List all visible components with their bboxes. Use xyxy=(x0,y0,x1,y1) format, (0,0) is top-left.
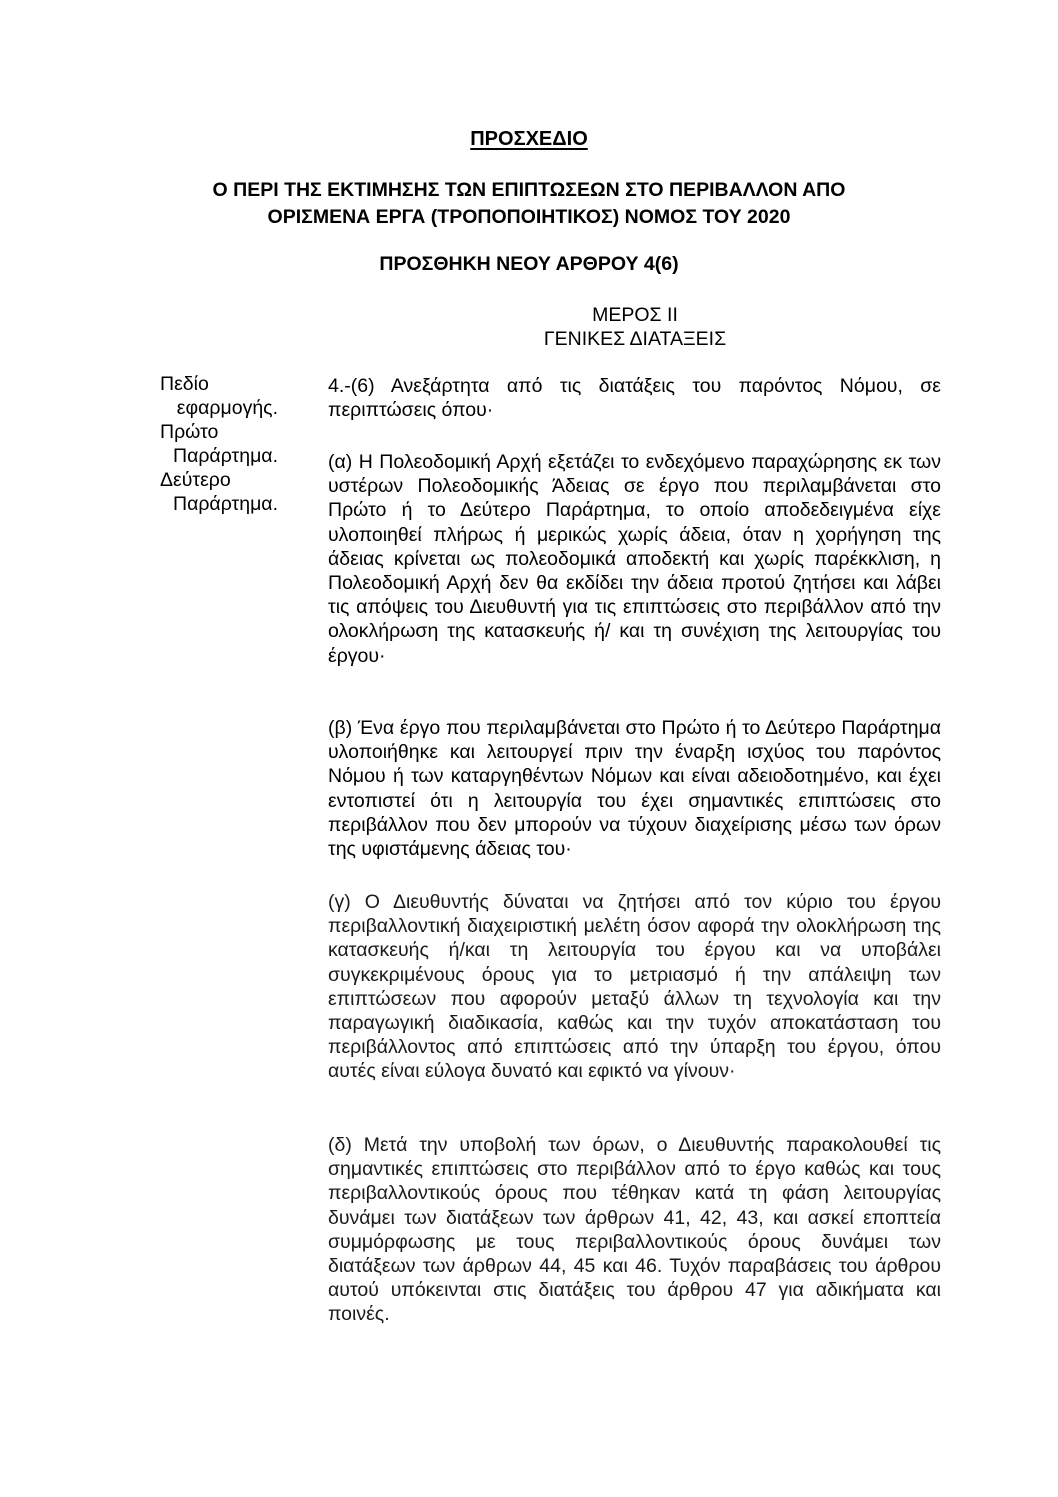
margin-note-second-annex-2: Παράρτημα. xyxy=(172,493,278,515)
paragraph-c: (γ) Ο Διευθυντής δύναται να ζητήσει από τον κύριο του έργου περιβαλλοντική διαχειριστική μελέτη όσον αφορά την ολοκλήρωση της κατασκευής ή/και τη λειτουργία του έργου και να υποβάλει συγκεκριμένους όρους για το μετριασμό ή την απάλειψη των επιπτώσεων που αφορούν μεταξύ άλλων τη τεχνολογία και την παραγωγική διαδικασία, καθώς και την τυχόν αποκατάσταση του περιβάλλοντος από επιπτώσεις από την ύπαρξη του έργου, όπου αυτές είναι εύλογα δυνατό και εφικτό να γίνουν· xyxy=(328,891,941,1083)
paragraph-d: (δ) Μετά την υποβολή των όρων, ο Διευθυντής παρακολουθεί τις σημαντικές επιπτώσεις στο περιβάλλον από το έργο καθώς και τους περιβαλλοντικούς όρους που τέθηκαν κατά τη φάση λειτουργίας δυνάμει των διατάξεων των άρθρων 41, 42, 43, και ασκεί εποπτεία συμμόρφωσης με τους περιβαλλοντικούς όρους δυνάμει των διατάξεων των άρθρων 44, 45 και 46. Τυχόν παραβάσεις του άρθρου αυτού υπόκεινται στις διατάξεις του άρθρου 47 για αδικήματα και ποινές. xyxy=(328,1134,941,1326)
margin-note-second-annex-1: Δεύτερο xyxy=(160,469,231,491)
margin-notes xyxy=(160,372,278,516)
paragraph-a: (α) Η Πολεοδομική Αρχή εξετάζει το ενδεχόμενο παραχώρησης εκ των υστέρων Πολεοδομικής Άδειας σε έργο που περιλαμβάνεται στο Πρώτο ή το Δεύτερο Παράρτημα, το οποίο αποδεδειγμένα είχε υλοποιηθεί πλήρως ή μερικώς χωρίς άδεια, όταν η χορήγηση της άδειας κρίνεται ως πολεοδομικά αποδεκτή και χωρίς παρέκκλιση, η Πολεοδομική Αρχή δεν θα εκδίδει την άδεια προτού ζητήσει και λάβει τις απόψεις του Διευθυντή για τις επιπτώσεις στο περιβάλλον από την ολοκλήρωση της κατασκευής ή/ και τη συνέχιση της λειτουργίας του έργου· xyxy=(328,451,941,667)
margin-note-first-annex-2: Παράρτημα. xyxy=(172,445,278,467)
margin-note-scope-1: Πεδίο xyxy=(160,373,209,395)
draft-label: ΠΡΟΣΧΕΔΙΟ xyxy=(470,128,588,150)
part-number: ΜΕΡΟΣ ΙΙ xyxy=(592,304,678,326)
margin-note-scope-2: εφαρμογής. xyxy=(176,397,278,419)
section-intro: 4.-(6) Ανεξάρτητα από τις διατάξεις του παρόντος Νόμου, σε περιπτώσεις όπου· xyxy=(328,375,941,422)
margin-note-first-annex-1: Πρώτο xyxy=(160,421,219,443)
part-heading xyxy=(470,303,800,351)
paragraph-b: (β) Ένα έργο που περιλαμβάνεται στο Πρώτο ή το Δεύτερο Παράρτημα υλοποιήθηκε και λειτουργεί πριν την έναρξη ισχύος του παρόντος Νόμου ή των καταργηθέντων Νόμων και είναι αδειοδοτημένο, και έχει εντοπιστεί ότι η λειτουργία του έχει σημαντικές επιπτώσεις στο περιβάλλον που δεν μπορούν να τύχουν διαχείρισης μέσω των όρων της υφιστάμενης άδειας του· xyxy=(328,717,941,861)
law-title xyxy=(100,177,958,231)
part-title: ΓΕΝΙΚΕΣ ΔΙΑΤΑΞΕΙΣ xyxy=(543,328,727,350)
amendment-title: ΠΡΟΣΘΗΚΗ ΝΕΟΥ ΑΡΘΡΟΥ 4(6) xyxy=(379,253,679,275)
law-title-line-1: Ο ΠΕΡΙ ΤΗΣ ΕΚΤΙΜΗΣΗΣ ΤΩΝ ΕΠΙΠΤΩΣΕΩΝ ΣΤΟ ΠΕΡΙΒΑΛΛΟΝ ΑΠΟ xyxy=(212,179,846,201)
law-title-line-2: ΟΡΙΣΜΕΝΑ ΕΡΓΑ (ΤΡΟΠΟΠΟΙΗΤΙΚΟΣ) ΝΟΜΟΣ ΤΟΥ 2020 xyxy=(267,206,791,228)
